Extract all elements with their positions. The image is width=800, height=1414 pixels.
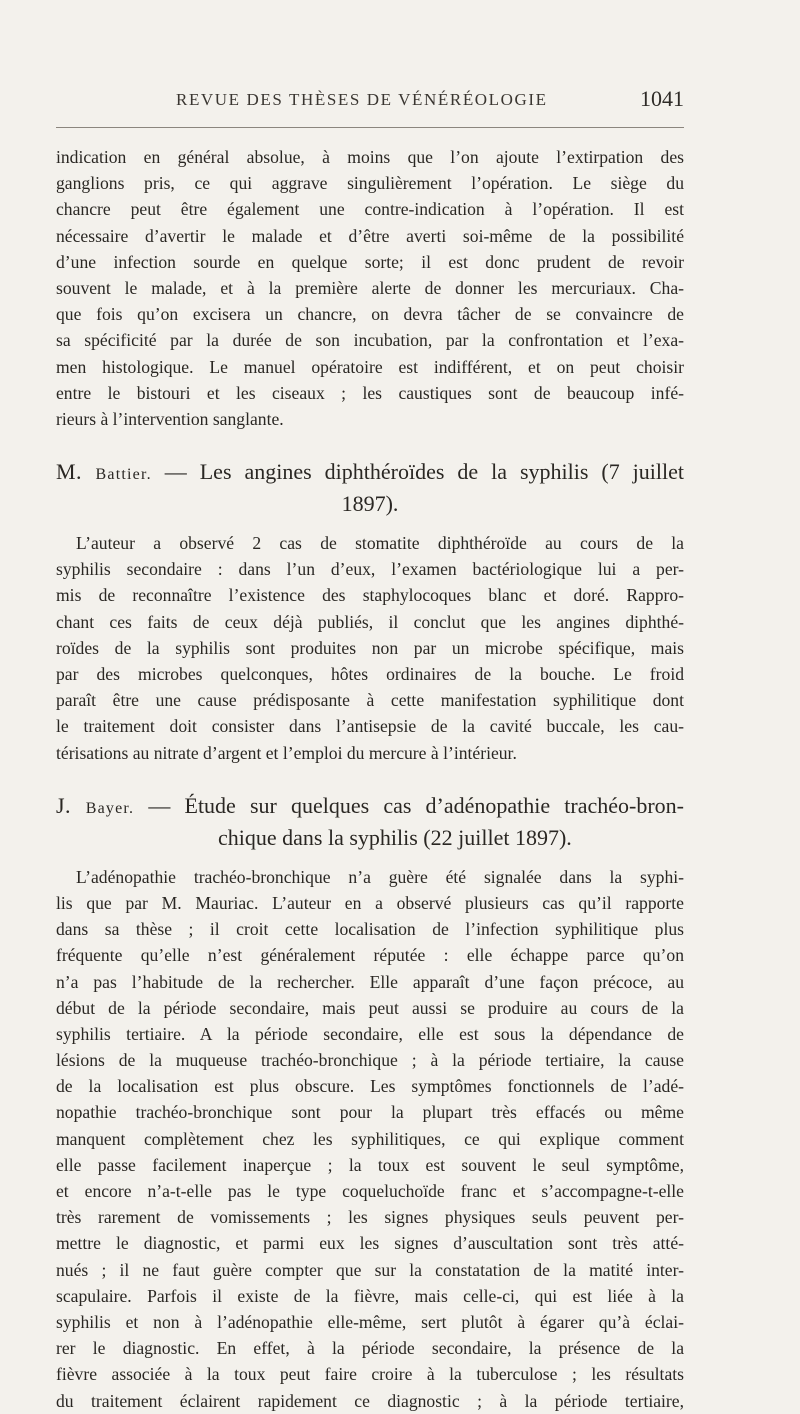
author-name: Battier. (95, 466, 152, 484)
title-text: — Les angines diphthéroïdes de la syphilis (7 juillet (164, 459, 684, 485)
text-line: entre le bistouri et les ciseaux ; les caustiques sont de beaucoup infé- (56, 382, 684, 403)
text-line: dans sa thèse ; il croit cette localisation de l’infection syphilitique plus (56, 919, 684, 940)
text-line: syphilis tertiaire. A la période secondaire, elle est sous la dépendance de (56, 1023, 684, 1044)
text-line: que fois qu’on excisera un chancre, on devra tâcher de se convaincre de (56, 304, 684, 325)
text-line: d’une infection sourde en quelque sorte; il est donc prudent de revoir (56, 251, 684, 272)
text-line: chancre peut être également une contre-indication à l’opération. Il est (56, 199, 684, 220)
text-line: du traitement éclairent rapidement ce diagnostic ; à la période tertiaire, (56, 1390, 684, 1411)
text-line: très rarement de vomissements ; les signes physiques seuls peuvent per- (56, 1207, 684, 1228)
text-line: et encore n’a-t-elle pas le type coqueluchoïde franc et s’accompagne-t-elle (56, 1181, 684, 1201)
text-line: mettre le diagnostic, et parmi eux les signes d’auscultation sont très atté- (56, 1233, 684, 1254)
text-line: manquent complètement chez les syphilitiques, ce qui explique comment (56, 1128, 684, 1149)
text-line: mis de reconnaître l’existence des staphylocoques blanc et doré. Rappro- (56, 585, 684, 606)
text-line: nués ; il ne faut guère compter que sur la constatation de la matité inter- (56, 1259, 684, 1280)
text-line: men histologique. Le manuel opératoire est indifférent, et on peut choisir (56, 356, 684, 377)
text-line: début de la période secondaire, mais peut aussi se produire au cours de la (56, 997, 684, 1018)
running-head (56, 88, 688, 118)
text-line: syphilis et non à l’adénopathie elle-même, sert plutôt à égarer qu’à éclai- (56, 1311, 684, 1332)
section-title-line: 1897). (341, 491, 399, 517)
text-line: lis que par M. Mauriac. L’auteur en a observé plusieurs cas qu’il rapporte (56, 892, 684, 913)
text-line: scapulaire. Parfois il existe de la fièvre, mais celle-ci, qui est liée à la (56, 1285, 684, 1306)
text-line: rieurs à l’intervention sanglante. (56, 408, 284, 429)
section-title-line (56, 790, 684, 822)
text-line: le traitement doit consister dans l’antisepsie de la cavité buccale, les cau- (56, 716, 684, 737)
paragraph-bayer (56, 864, 684, 1414)
author: M. Battier. (56, 459, 152, 485)
text-line: syphilis secondaire : dans l’un d’eux, l’examen bactériologique lui a per- (56, 559, 684, 580)
text-line: L’auteur a observé 2 cas de stomatite diphthéroïde au cours de la (76, 533, 684, 554)
section-title-line: chique dans la syphilis (22 juillet 1897). (218, 824, 572, 850)
text-line: rer le diagnostic. En effet, à la période secondaire, la présence de la (56, 1338, 684, 1359)
text-line: L’adénopathie trachéo-bronchique n’a guère été signalée dans la syphi- (76, 866, 684, 887)
section-heading-battier (56, 456, 684, 520)
paragraph-battier (56, 530, 684, 766)
text-line: ganglions pris, ce qui aggrave singulièrement l’opération. Le siège du (56, 173, 684, 194)
text-line: roïdes de la syphilis sont produites non par un microbe spécifique, mais (56, 637, 684, 658)
author: J. Bayer. (56, 792, 135, 818)
text-line: térisations au nitrate d’argent et l’emploi du mercure à l’intérieur. (56, 742, 517, 763)
text-line: souvent le malade, et à la première alerte de donner les mercuriaux. Cha- (56, 277, 684, 298)
text-line: lésions de la muqueuse trachéo-bronchique ; à la période tertiaire, la cause (56, 1050, 684, 1071)
text-line: n’a pas l’habitude de la rechercher. Elle apparaît d’une façon précoce, au (56, 971, 684, 992)
header-rule (56, 127, 684, 128)
section-title-line (56, 456, 684, 488)
text-line: paraît être une cause prédisposante à cette manifestation syphilitique dont (56, 690, 684, 711)
text-line: fréquente qu’elle n’est généralement réputée : elle échappe parce qu’on (56, 945, 684, 966)
page-number: 1041 (640, 86, 684, 111)
text-block (56, 144, 684, 1414)
text-line: par des microbes quelconques, hôtes ordinaires de la bouche. Le froid (56, 664, 684, 684)
text-line: de la localisation est plus obscure. Les symptômes fonctionnels de l’adé- (56, 1076, 684, 1097)
author-name: Bayer. (85, 799, 135, 817)
intro-paragraph (56, 144, 684, 432)
text-line: nopathie trachéo-bronchique sont pour la plupart très effacés ou même (56, 1102, 684, 1123)
title-text: — Étude sur quelques cas d’adénopathie trachéo-bron- (148, 792, 685, 818)
running-title: REVUE DES THÈSES DE VÉNÉRÉOLOGIE (176, 90, 548, 109)
text-line: elle passe facilement inaperçue ; la toux est souvent le seul symptôme, (56, 1154, 684, 1175)
text-line: fièvre associée à la toux peut faire croire à la tuberculose ; les résultats (56, 1364, 684, 1385)
section-heading-bayer (56, 790, 684, 854)
text-line: nécessaire d’avertir le malade et d’être averti soi-même de la possibilité (56, 225, 684, 246)
text-line: chant ces faits de ceux déjà publiés, il conclut que les angines diphthé- (56, 611, 684, 632)
text-line: sa spécificité par la durée de son incubation, par la confrontation et l’exa- (56, 330, 684, 351)
text-line: indication en général absolue, à moins que l’on ajoute l’extirpation des (56, 147, 684, 167)
